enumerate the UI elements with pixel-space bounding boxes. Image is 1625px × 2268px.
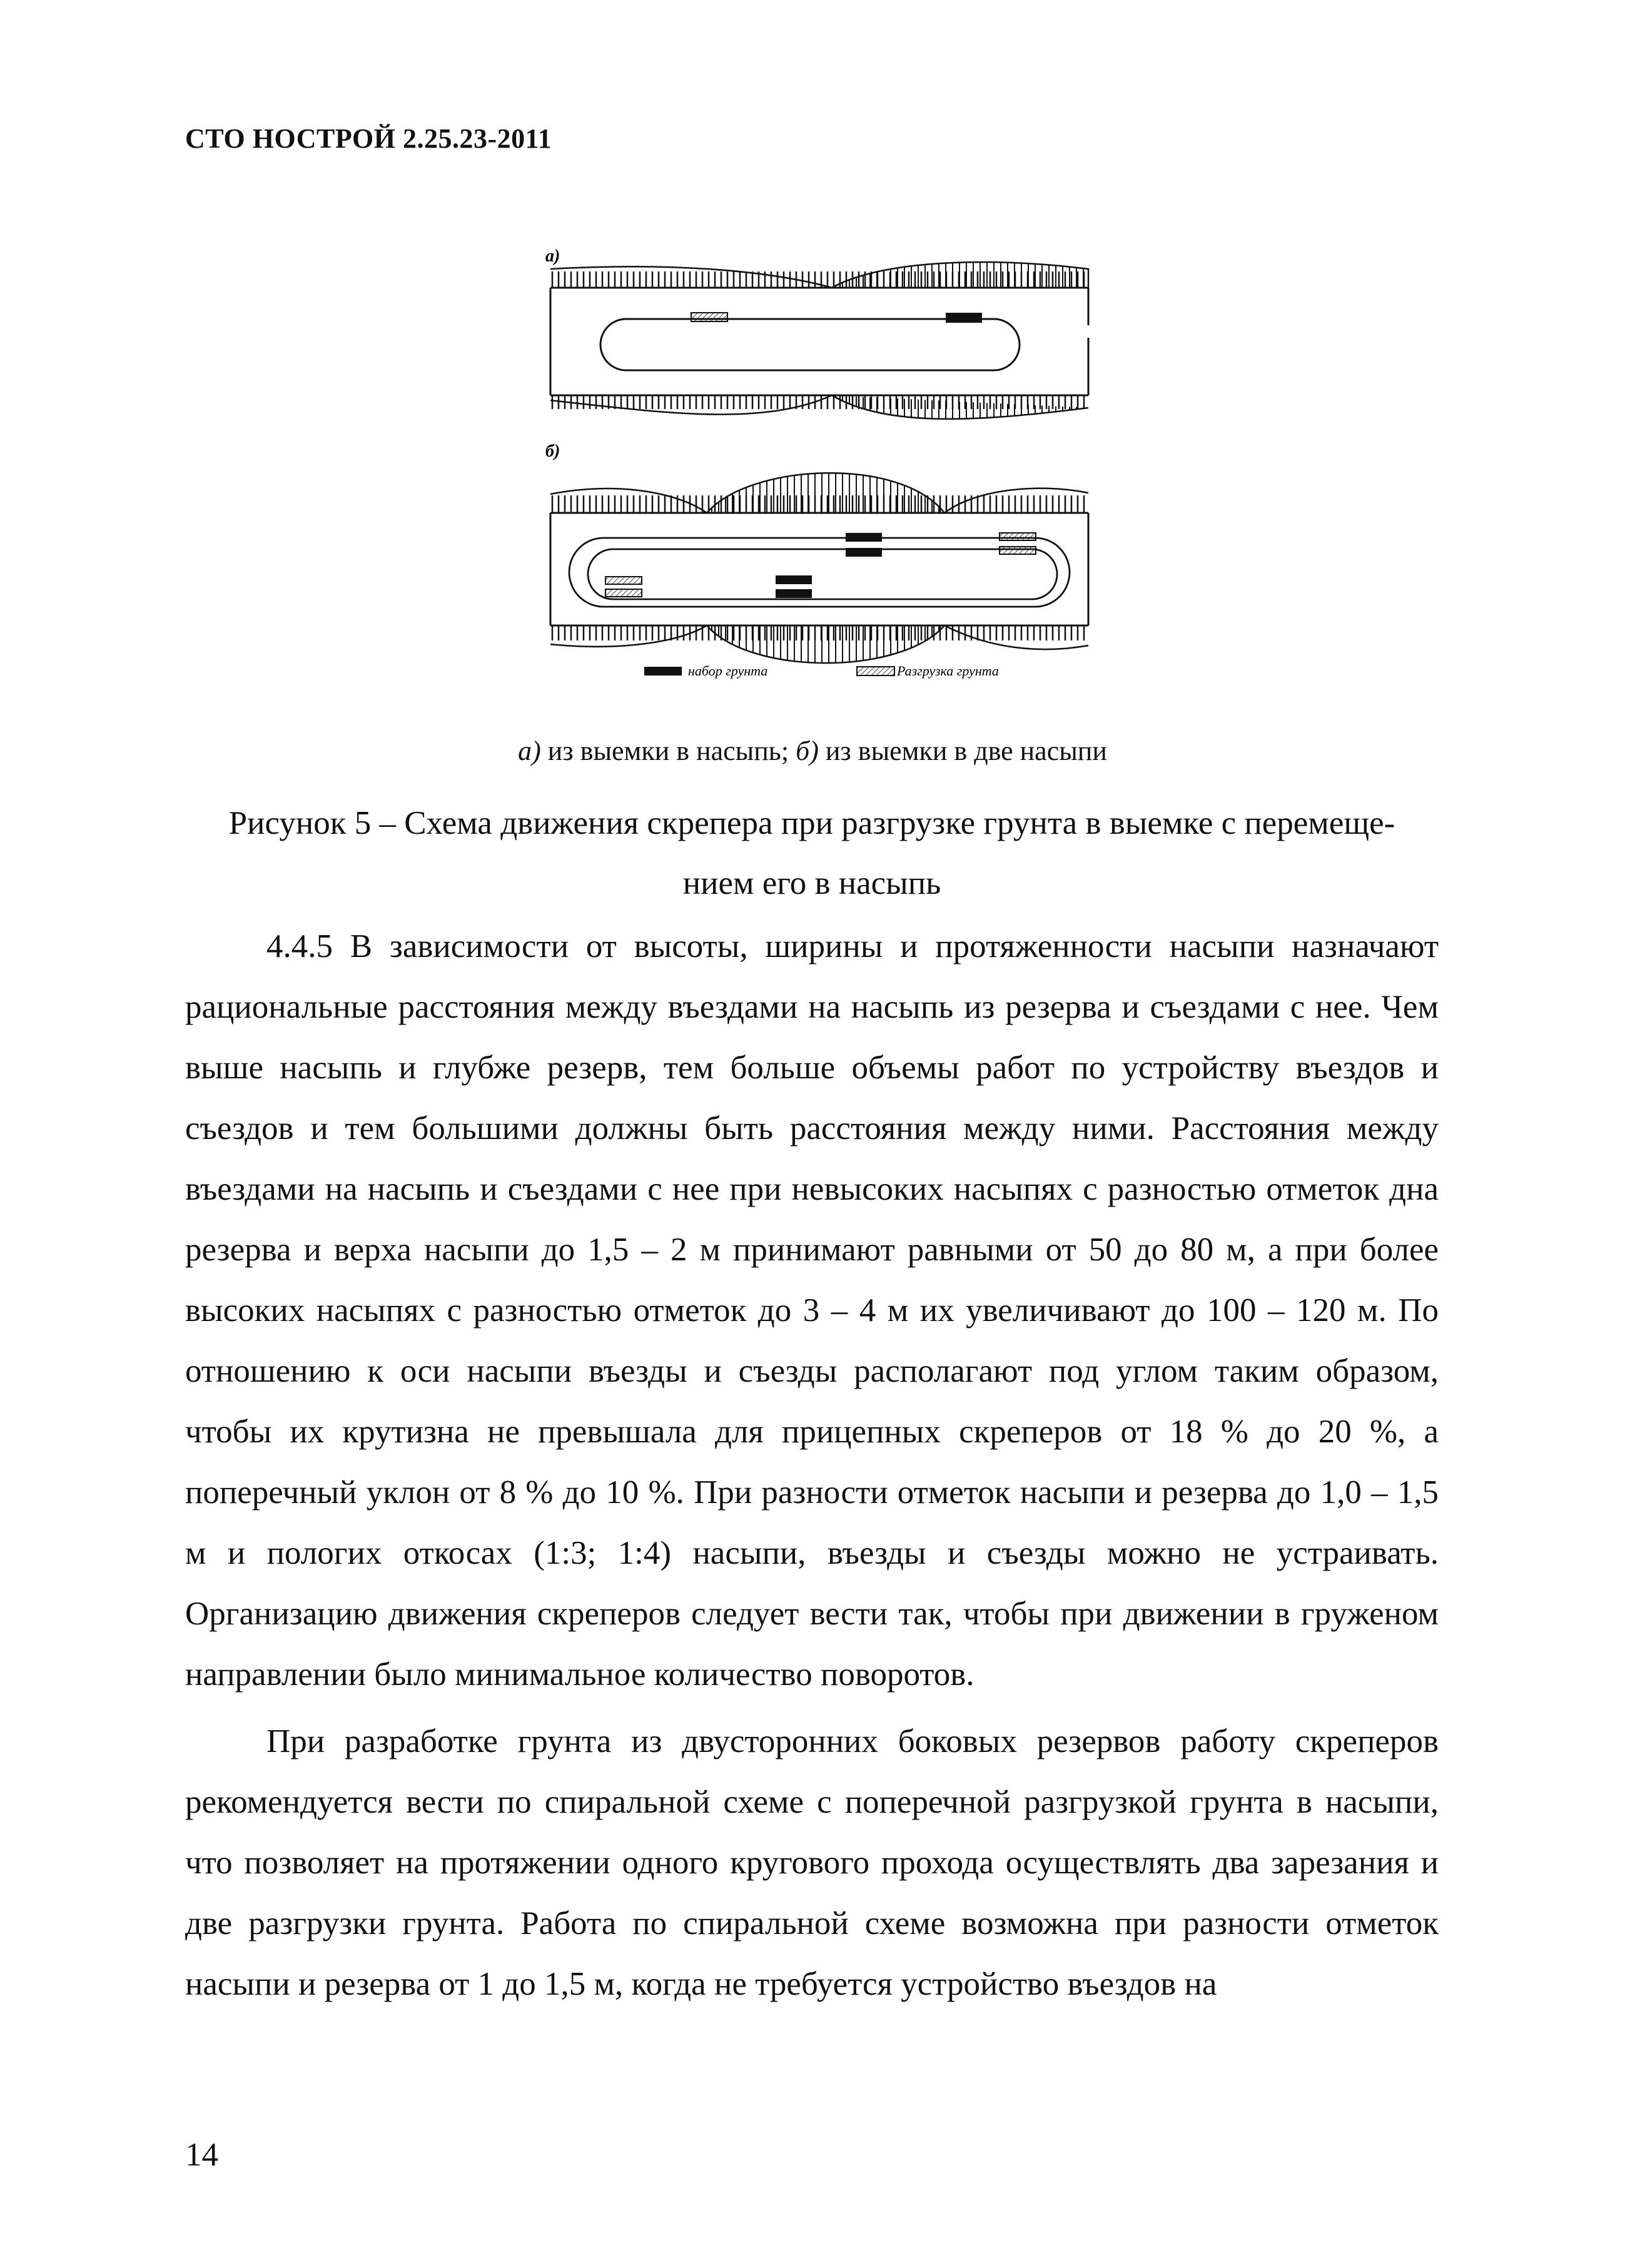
page-number: 14: [185, 2137, 218, 2173]
figure-caption: [185, 793, 1439, 913]
panel-b-diagram: [550, 473, 1088, 663]
unload-marker: [691, 313, 727, 321]
panel-a-diagram: [550, 262, 1088, 419]
legend-load-label: набор грунта: [688, 663, 768, 679]
paragraph-spiral-scheme: При разработке грунта из двусторонних боковых резервов работу скреперов рекомендуется вести по спиральной схеме с поперечной разгрузкой грунта в насыпи, что позволяет на протяжении одного кругового прохода осуществлять два зарезания и две разгрузки грунта. Работа по спиральной схеме возможна при разности отметок насыпи и резерва от 1 до 1,5 м, когда не требуется устройство въездов на: [185, 1723, 1439, 2002]
panel-a-label: а): [545, 246, 560, 266]
figure-legend: [644, 663, 999, 679]
panel-b-label: б): [545, 442, 560, 461]
legend-unload-swatch: [857, 667, 894, 676]
subcaption-a-marker: а): [518, 736, 541, 766]
legend-unload-label: Разгрузка грунта: [897, 663, 999, 679]
subcaption-b-marker: б): [796, 736, 819, 766]
figure-caption-line2: нием его в насыпь: [682, 865, 941, 901]
scraper-scheme-figure: [538, 244, 1095, 719]
figure-subcaption: [0, 735, 1625, 767]
paragraph-4-4-5: 4.4.5 В зависимости от высоты, ширины и протяженности насыпи назначают рациональные расстояния между въездами на насыпь из резерва и съездами с нее. Чем выше насыпь и глубже резерв, тем больше объемы работ по устройству въездов и съездов и тем большими должны быть расстояния между ними. Расстояния между въездами на насыпь и съездами с нее при невысоких насыпях с разностью отметок дна резерва и верха насыпи до 1,5 – 2 м принимают равными от 50 до 80 м, а при более высоких насыпях с разностью отметок до 3 – 4 м их увеличивают до 100 – 120 м. По отношению к оси насыпи въезды и съезды располагают под углом таким образом, чтобы их крутизна не превышала для прицепных скреперов от 18 % до 20 %, а поперечный уклон от 8 % до 10 %. При разности отметок насыпи и резерва до 1,0 – 1,5 м и пологих откосах (1:3; 1:4) насыпи, въезды и съезды можно не устраивать. Организацию движения скреперов следует вести так, чтобы при движении в груженом направлении было минимальное количество поворотов.: [185, 928, 1439, 1693]
document-header: СТО НОСТРОЙ 2.25.23-2011: [185, 123, 552, 154]
subcaption-a-text: из выемки в насыпь;: [540, 736, 796, 766]
figure-caption-line1: Рисунок 5 – Схема движения скрепера при разгрузке грунта в выемке с перемеще-: [228, 805, 1395, 841]
subcaption-b-text: из выемки в две насыпи: [818, 736, 1107, 766]
load-marker: [946, 313, 982, 323]
body-text: [185, 916, 1439, 2021]
legend-load-swatch: [644, 667, 682, 676]
